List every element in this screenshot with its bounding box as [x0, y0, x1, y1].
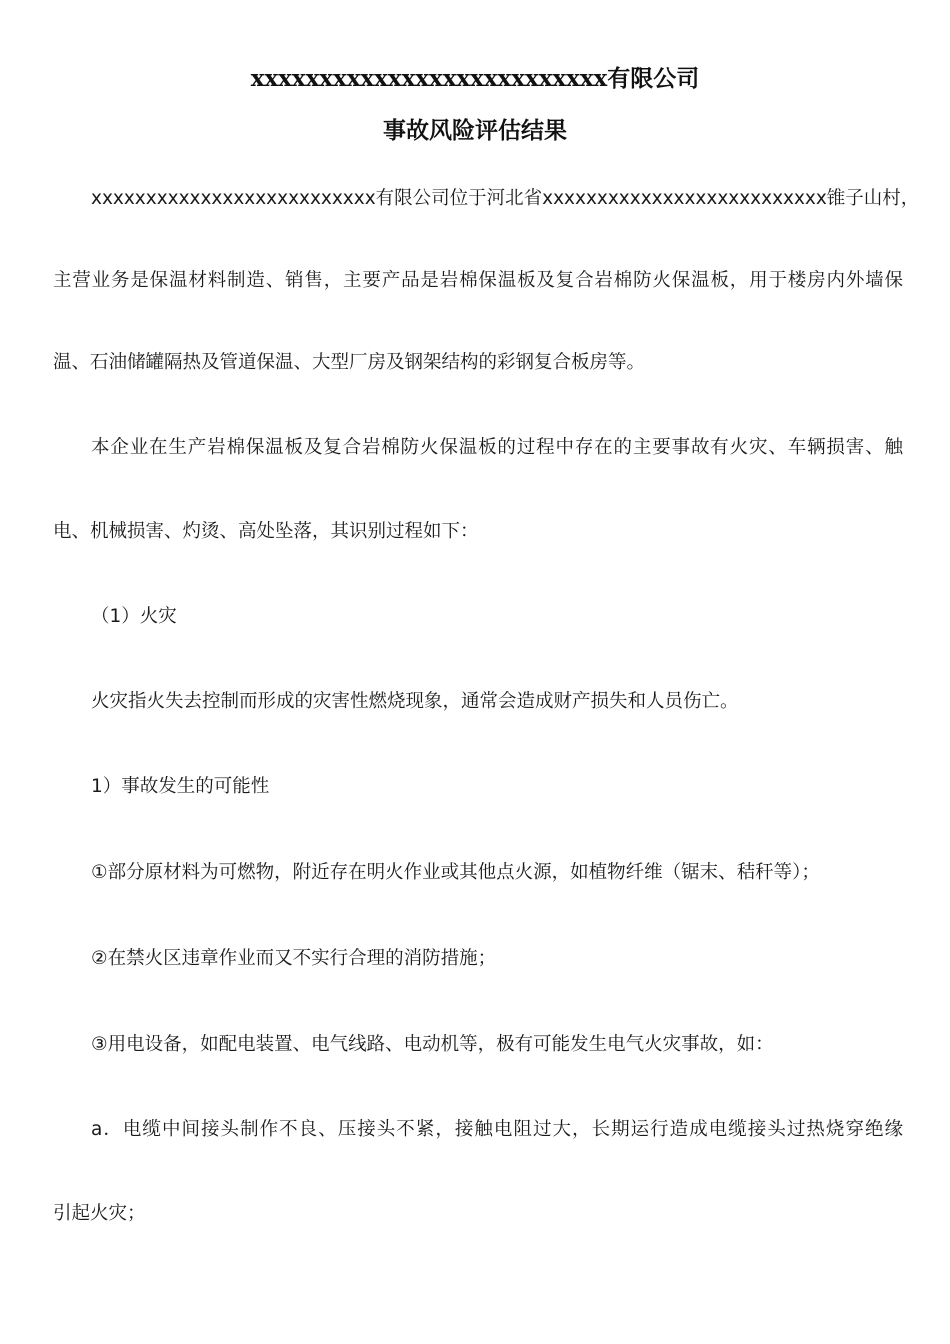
paragraph-line: 主营业务是保温材料制造、销售，主要产品是岩棉保温板及复合岩棉防火保温板，用于楼房内外墙保: [53, 270, 903, 291]
list-item: ②在禁火区违章作业而又不实行合理的消防措施；: [91, 948, 497, 969]
paragraph-line: 温、石油储罐隔热及管道保温、大型厂房及钢架结构的彩钢复合板房等。: [53, 352, 646, 373]
subsection-heading: 1）事故发生的可能性: [91, 776, 270, 797]
list-item: a．电缆中间接头制作不良、压接头不紧，接触电阻过大，长期运行造成电缆接头过热烧穿绝缘: [91, 1119, 903, 1140]
list-item-continuation: 引起火灾；: [53, 1203, 146, 1224]
list-item: ③用电设备，如配电装置、电气线路、电动机等，极有可能发生电气火灾事故，如：: [91, 1034, 774, 1055]
paragraph-line: 电、机械损害、灼烫、高处坠落，其识别过程如下：: [53, 521, 479, 542]
paragraph-line: 本企业在生产岩棉保温板及复合岩棉防火保温板的过程中存在的主要事故有火灾、车辆损害、触: [91, 437, 903, 458]
section-heading: （1）火灾: [91, 606, 177, 627]
list-item: ①部分原材料为可燃物，附近存在明火作业或其他点火源，如植物纤维（锯末、秸秆等）；: [91, 862, 820, 883]
company-title: xxxxxxxxxxxxxxxxxxxxxxxxxx有限公司: [250, 65, 700, 92]
document-subtitle: 事故风险评估结果: [383, 117, 567, 144]
paragraph-line: 火灾指火失去控制而形成的灾害性燃烧现象，通常会造成财产损失和人员伤亡。: [91, 691, 739, 712]
paragraph-line: xxxxxxxxxxxxxxxxxxxxxxxxxx有限公司位于河北省xxxxxxxxxxxxxxxxxxxxxxxxxx锥子山村，: [91, 188, 920, 209]
